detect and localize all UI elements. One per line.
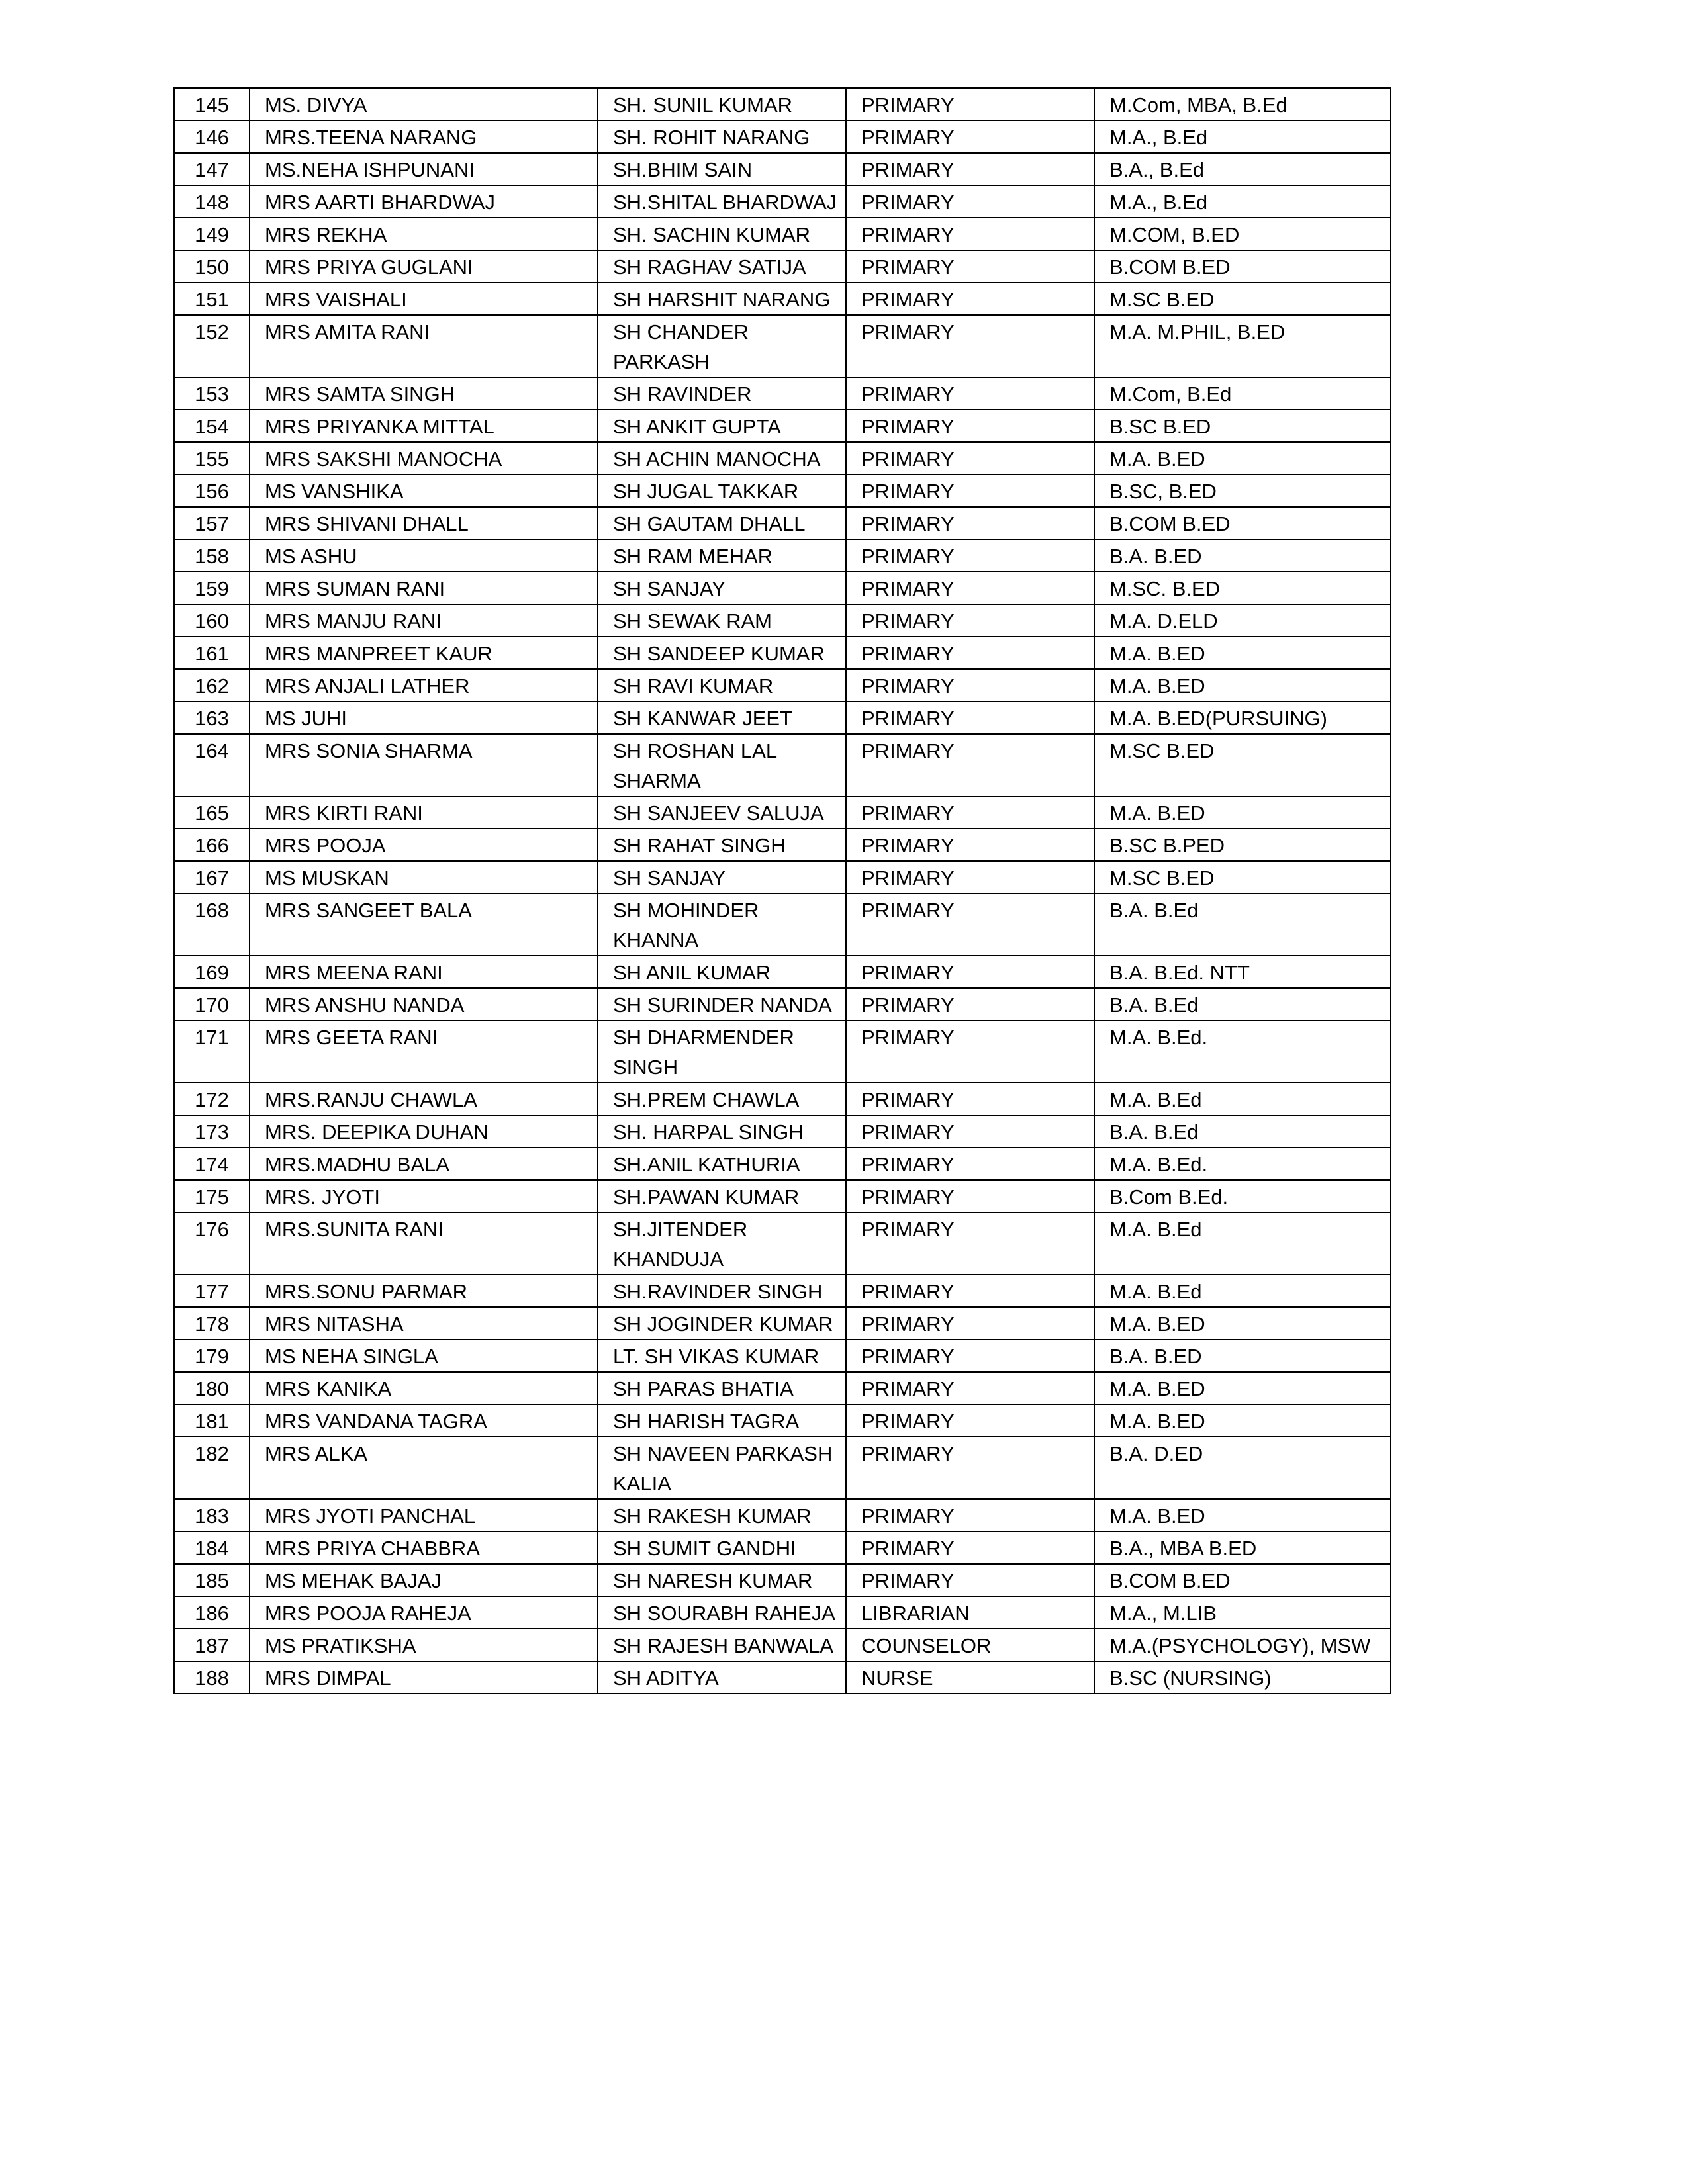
father-husband-name-cell: SH. ROHIT NARANG (598, 120, 846, 153)
staff-table (173, 87, 1391, 1694)
staff-name-cell: MRS SUMAN RANI (250, 572, 598, 604)
staff-name-cell: MRS AARTI BHARDWAJ (250, 185, 598, 218)
staff-name-cell: MRS VANDANA TAGRA (250, 1404, 598, 1437)
father-husband-name-cell: SH CHANDER PARKASH (598, 315, 846, 377)
serial-number-cell: 153 (174, 377, 250, 410)
post-cell: PRIMARY (846, 734, 1094, 796)
qualification-cell: B.A. B.ED (1094, 539, 1391, 572)
serial-number-cell: 187 (174, 1629, 250, 1661)
post-cell: PRIMARY (846, 1275, 1094, 1307)
staff-name-cell: MRS AMITA RANI (250, 315, 598, 377)
father-husband-name-cell: LT. SH VIKAS KUMAR (598, 1340, 846, 1372)
table-row (174, 88, 1391, 120)
qualification-cell: B.Com B.Ed. (1094, 1180, 1391, 1212)
serial-number-cell: 162 (174, 669, 250, 702)
staff-name-cell: MRS SONIA SHARMA (250, 734, 598, 796)
post-cell: LIBRARIAN (846, 1596, 1094, 1629)
table-row (174, 604, 1391, 637)
table-row (174, 250, 1391, 283)
staff-name-cell: MRS MEENA RANI (250, 956, 598, 988)
serial-number-cell: 151 (174, 283, 250, 315)
table-row (174, 988, 1391, 1021)
qualification-cell: M.A. B.ED (1094, 796, 1391, 829)
qualification-cell: M.A. B.ED (1094, 442, 1391, 475)
table-row (174, 410, 1391, 442)
staff-name-cell: MRS NITASHA (250, 1307, 598, 1340)
staff-name-cell: MRS GEETA RANI (250, 1021, 598, 1083)
post-cell: PRIMARY (846, 539, 1094, 572)
table-row (174, 1307, 1391, 1340)
staff-name-cell: MRS SHIVANI DHALL (250, 507, 598, 539)
post-cell: PRIMARY (846, 1180, 1094, 1212)
serial-number-cell: 171 (174, 1021, 250, 1083)
serial-number-cell: 165 (174, 796, 250, 829)
qualification-cell: B.SC B.PED (1094, 829, 1391, 861)
serial-number-cell: 156 (174, 475, 250, 507)
staff-name-cell: MRS. DEEPIKA DUHAN (250, 1115, 598, 1148)
father-husband-name-cell: SH RAKESH KUMAR (598, 1499, 846, 1531)
table-row (174, 1596, 1391, 1629)
qualification-cell: M.COM, B.ED (1094, 218, 1391, 250)
serial-number-cell: 182 (174, 1437, 250, 1499)
qualification-cell: M.A. B.ED(PURSUING) (1094, 702, 1391, 734)
staff-name-cell: MS VANSHIKA (250, 475, 598, 507)
serial-number-cell: 184 (174, 1531, 250, 1564)
father-husband-name-cell: SH ACHIN MANOCHA (598, 442, 846, 475)
staff-name-cell: MRS PRIYANKA MITTAL (250, 410, 598, 442)
staff-name-cell: MRS DIMPAL (250, 1661, 598, 1694)
table-row (174, 572, 1391, 604)
table-row (174, 1148, 1391, 1180)
post-cell: PRIMARY (846, 1021, 1094, 1083)
table-row (174, 893, 1391, 956)
staff-name-cell: MRS ANSHU NANDA (250, 988, 598, 1021)
father-husband-name-cell: SH SUMIT GANDHI (598, 1531, 846, 1564)
serial-number-cell: 175 (174, 1180, 250, 1212)
qualification-cell: B.COM B.ED (1094, 1564, 1391, 1596)
post-cell: PRIMARY (846, 377, 1094, 410)
qualification-cell: B.A., B.Ed (1094, 153, 1391, 185)
staff-name-cell: MRS.SUNITA RANI (250, 1212, 598, 1275)
serial-number-cell: 168 (174, 893, 250, 956)
table-row (174, 669, 1391, 702)
father-husband-name-cell: SH.ANIL KATHURIA (598, 1148, 846, 1180)
qualification-cell: M.Com, MBA, B.Ed (1094, 88, 1391, 120)
qualification-cell: M.A. B.Ed (1094, 1212, 1391, 1275)
post-cell: PRIMARY (846, 1404, 1094, 1437)
table-row (174, 153, 1391, 185)
staff-name-cell: MS NEHA SINGLA (250, 1340, 598, 1372)
staff-name-cell: MRS MANPREET KAUR (250, 637, 598, 669)
staff-name-cell: MRS POOJA RAHEJA (250, 1596, 598, 1629)
staff-name-cell: MRS MANJU RANI (250, 604, 598, 637)
staff-name-cell: MRS.SONU PARMAR (250, 1275, 598, 1307)
father-husband-name-cell: SH. HARPAL SINGH (598, 1115, 846, 1148)
qualification-cell: M.A. B.ED (1094, 1404, 1391, 1437)
qualification-cell: B.A. B.Ed. NTT (1094, 956, 1391, 988)
qualification-cell: M.A. B.ED (1094, 1499, 1391, 1531)
staff-name-cell: MS PRATIKSHA (250, 1629, 598, 1661)
staff-name-cell: MRS SAMTA SINGH (250, 377, 598, 410)
qualification-cell: B.SC, B.ED (1094, 475, 1391, 507)
qualification-cell: B.A. B.Ed (1094, 988, 1391, 1021)
serial-number-cell: 181 (174, 1404, 250, 1437)
father-husband-name-cell: SH.SHITAL BHARDWAJ (598, 185, 846, 218)
father-husband-name-cell: SH.RAVINDER SINGH (598, 1275, 846, 1307)
post-cell: PRIMARY (846, 1531, 1094, 1564)
post-cell: PRIMARY (846, 475, 1094, 507)
post-cell: PRIMARY (846, 1148, 1094, 1180)
staff-name-cell: MRS PRIYA GUGLANI (250, 250, 598, 283)
qualification-cell: M.A., B.Ed (1094, 120, 1391, 153)
post-cell: PRIMARY (846, 88, 1094, 120)
table-row (174, 377, 1391, 410)
post-cell: PRIMARY (846, 250, 1094, 283)
qualification-cell: B.COM B.ED (1094, 507, 1391, 539)
table-row (174, 185, 1391, 218)
qualification-cell: B.A. B.Ed (1094, 1115, 1391, 1148)
staff-name-cell: MRS VAISHALI (250, 283, 598, 315)
post-cell: PRIMARY (846, 702, 1094, 734)
father-husband-name-cell: SH SANJAY (598, 572, 846, 604)
father-husband-name-cell: SH JOGINDER KUMAR (598, 1307, 846, 1340)
staff-name-cell: MRS JYOTI PANCHAL (250, 1499, 598, 1531)
table-row (174, 637, 1391, 669)
post-cell: PRIMARY (846, 507, 1094, 539)
father-husband-name-cell: SH KANWAR JEET (598, 702, 846, 734)
post-cell: PRIMARY (846, 315, 1094, 377)
father-husband-name-cell: SH RAM MEHAR (598, 539, 846, 572)
serial-number-cell: 147 (174, 153, 250, 185)
post-cell: PRIMARY (846, 604, 1094, 637)
serial-number-cell: 150 (174, 250, 250, 283)
post-cell: PRIMARY (846, 669, 1094, 702)
father-husband-name-cell: SH NARESH KUMAR (598, 1564, 846, 1596)
qualification-cell: M.SC B.ED (1094, 861, 1391, 893)
qualification-cell: M.A. B.Ed (1094, 1083, 1391, 1115)
qualification-cell: B.SC (NURSING) (1094, 1661, 1391, 1694)
father-husband-name-cell: SH SANJEEV SALUJA (598, 796, 846, 829)
post-cell: PRIMARY (846, 1499, 1094, 1531)
serial-number-cell: 179 (174, 1340, 250, 1372)
serial-number-cell: 172 (174, 1083, 250, 1115)
serial-number-cell: 173 (174, 1115, 250, 1148)
post-cell: PRIMARY (846, 572, 1094, 604)
post-cell: PRIMARY (846, 153, 1094, 185)
serial-number-cell: 163 (174, 702, 250, 734)
qualification-cell: M.A. B.ED (1094, 637, 1391, 669)
table-row (174, 734, 1391, 796)
qualification-cell: M.A. B.Ed. (1094, 1148, 1391, 1180)
table-row (174, 796, 1391, 829)
post-cell: PRIMARY (846, 1340, 1094, 1372)
staff-name-cell: MRS KIRTI RANI (250, 796, 598, 829)
qualification-cell: M.A.(PSYCHOLOGY), MSW (1094, 1629, 1391, 1661)
qualification-cell: M.A., M.LIB (1094, 1596, 1391, 1629)
serial-number-cell: 157 (174, 507, 250, 539)
post-cell: PRIMARY (846, 956, 1094, 988)
father-husband-name-cell: SH SANDEEP KUMAR (598, 637, 846, 669)
staff-table-body (174, 88, 1391, 1694)
serial-number-cell: 164 (174, 734, 250, 796)
staff-name-cell: MRS ANJALI LATHER (250, 669, 598, 702)
post-cell: NURSE (846, 1661, 1094, 1694)
serial-number-cell: 159 (174, 572, 250, 604)
father-husband-name-cell: SH HARSHIT NARANG (598, 283, 846, 315)
post-cell: PRIMARY (846, 861, 1094, 893)
staff-name-cell: MRS PRIYA CHABBRA (250, 1531, 598, 1564)
father-husband-name-cell: SH ANKIT GUPTA (598, 410, 846, 442)
serial-number-cell: 167 (174, 861, 250, 893)
qualification-cell: M.A., B.Ed (1094, 185, 1391, 218)
table-row (174, 1083, 1391, 1115)
table-row (174, 1499, 1391, 1531)
staff-name-cell: MS. DIVYA (250, 88, 598, 120)
father-husband-name-cell: SH.BHIM SAIN (598, 153, 846, 185)
staff-name-cell: MRS ALKA (250, 1437, 598, 1499)
qualification-cell: M.A. M.PHIL, B.ED (1094, 315, 1391, 377)
post-cell: PRIMARY (846, 1307, 1094, 1340)
post-cell: PRIMARY (846, 637, 1094, 669)
serial-number-cell: 158 (174, 539, 250, 572)
father-husband-name-cell: SH MOHINDER KHANNA (598, 893, 846, 956)
table-row (174, 507, 1391, 539)
table-row (174, 956, 1391, 988)
father-husband-name-cell: SH PARAS BHATIA (598, 1372, 846, 1404)
qualification-cell: B.SC B.ED (1094, 410, 1391, 442)
staff-name-cell: MRS.MADHU BALA (250, 1148, 598, 1180)
father-husband-name-cell: SH.JITENDER KHANDUJA (598, 1212, 846, 1275)
qualification-cell: B.A. B.Ed (1094, 893, 1391, 956)
father-husband-name-cell: SH RAHAT SINGH (598, 829, 846, 861)
staff-name-cell: MS JUHI (250, 702, 598, 734)
serial-number-cell: 148 (174, 185, 250, 218)
staff-name-cell: MRS KANIKA (250, 1372, 598, 1404)
table-row (174, 1404, 1391, 1437)
staff-name-cell: MRS SANGEET BALA (250, 893, 598, 956)
qualification-cell: M.A. B.Ed. (1094, 1021, 1391, 1083)
father-husband-name-cell: SH NAVEEN PARKASH KALIA (598, 1437, 846, 1499)
qualification-cell: M.A. D.ELD (1094, 604, 1391, 637)
post-cell: PRIMARY (846, 442, 1094, 475)
father-husband-name-cell: SH DHARMENDER SINGH (598, 1021, 846, 1083)
father-husband-name-cell: SH SEWAK RAM (598, 604, 846, 637)
post-cell: PRIMARY (846, 1212, 1094, 1275)
post-cell: PRIMARY (846, 410, 1094, 442)
serial-number-cell: 161 (174, 637, 250, 669)
post-cell: PRIMARY (846, 1115, 1094, 1148)
qualification-cell: B.A. B.ED (1094, 1340, 1391, 1372)
serial-number-cell: 154 (174, 410, 250, 442)
qualification-cell: M.A. B.ED (1094, 669, 1391, 702)
serial-number-cell: 170 (174, 988, 250, 1021)
table-row (174, 1661, 1391, 1694)
table-row (174, 442, 1391, 475)
staff-name-cell: MRS SAKSHI MANOCHA (250, 442, 598, 475)
table-row (174, 1564, 1391, 1596)
father-husband-name-cell: SH GAUTAM DHALL (598, 507, 846, 539)
post-cell: PRIMARY (846, 120, 1094, 153)
table-row (174, 1340, 1391, 1372)
table-row (174, 702, 1391, 734)
table-row (174, 1437, 1391, 1499)
staff-name-cell: MRS POOJA (250, 829, 598, 861)
serial-number-cell: 149 (174, 218, 250, 250)
staff-name-cell: MS ASHU (250, 539, 598, 572)
table-row (174, 539, 1391, 572)
serial-number-cell: 176 (174, 1212, 250, 1275)
staff-name-cell: MS MEHAK BAJAJ (250, 1564, 598, 1596)
qualification-cell: M.SC B.ED (1094, 283, 1391, 315)
table-row (174, 475, 1391, 507)
staff-name-cell: MRS REKHA (250, 218, 598, 250)
table-row (174, 829, 1391, 861)
table-row (174, 120, 1391, 153)
post-cell: PRIMARY (846, 796, 1094, 829)
post-cell: PRIMARY (846, 218, 1094, 250)
qualification-cell: M.A. B.ED (1094, 1372, 1391, 1404)
staff-name-cell: MRS. JYOTI (250, 1180, 598, 1212)
father-husband-name-cell: SH.PREM CHAWLA (598, 1083, 846, 1115)
qualification-cell: M.SC. B.ED (1094, 572, 1391, 604)
father-husband-name-cell: SH SURINDER NANDA (598, 988, 846, 1021)
post-cell: PRIMARY (846, 1083, 1094, 1115)
qualification-cell: M.SC B.ED (1094, 734, 1391, 796)
post-cell: PRIMARY (846, 185, 1094, 218)
father-husband-name-cell: SH.PAWAN KUMAR (598, 1180, 846, 1212)
father-husband-name-cell: SH. SACHIN KUMAR (598, 218, 846, 250)
post-cell: PRIMARY (846, 893, 1094, 956)
table-row (174, 1212, 1391, 1275)
father-husband-name-cell: SH JUGAL TAKKAR (598, 475, 846, 507)
table-row (174, 283, 1391, 315)
post-cell: PRIMARY (846, 1564, 1094, 1596)
table-row (174, 1629, 1391, 1661)
post-cell: PRIMARY (846, 283, 1094, 315)
father-husband-name-cell: SH RAVI KUMAR (598, 669, 846, 702)
father-husband-name-cell: SH SOURABH RAHEJA (598, 1596, 846, 1629)
serial-number-cell: 186 (174, 1596, 250, 1629)
post-cell: PRIMARY (846, 829, 1094, 861)
serial-number-cell: 146 (174, 120, 250, 153)
father-husband-name-cell: SH ADITYA (598, 1661, 846, 1694)
serial-number-cell: 145 (174, 88, 250, 120)
table-row (174, 1372, 1391, 1404)
qualification-cell: B.A. D.ED (1094, 1437, 1391, 1499)
table-row (174, 315, 1391, 377)
serial-number-cell: 155 (174, 442, 250, 475)
serial-number-cell: 174 (174, 1148, 250, 1180)
serial-number-cell: 188 (174, 1661, 250, 1694)
serial-number-cell: 160 (174, 604, 250, 637)
post-cell: PRIMARY (846, 988, 1094, 1021)
qualification-cell: B.COM B.ED (1094, 250, 1391, 283)
qualification-cell: M.Com, B.Ed (1094, 377, 1391, 410)
qualification-cell: M.A. B.Ed (1094, 1275, 1391, 1307)
father-husband-name-cell: SH ANIL KUMAR (598, 956, 846, 988)
serial-number-cell: 185 (174, 1564, 250, 1596)
father-husband-name-cell: SH HARISH TAGRA (598, 1404, 846, 1437)
qualification-cell: B.A., MBA B.ED (1094, 1531, 1391, 1564)
serial-number-cell: 169 (174, 956, 250, 988)
post-cell: PRIMARY (846, 1437, 1094, 1499)
serial-number-cell: 152 (174, 315, 250, 377)
serial-number-cell: 177 (174, 1275, 250, 1307)
table-row (174, 1275, 1391, 1307)
father-husband-name-cell: SH RAVINDER (598, 377, 846, 410)
serial-number-cell: 178 (174, 1307, 250, 1340)
father-husband-name-cell: SH RAJESH BANWALA (598, 1629, 846, 1661)
serial-number-cell: 180 (174, 1372, 250, 1404)
father-husband-name-cell: SH. SUNIL KUMAR (598, 88, 846, 120)
post-cell: COUNSELOR (846, 1629, 1094, 1661)
table-row (174, 1115, 1391, 1148)
staff-name-cell: MS.NEHA ISHPUNANI (250, 153, 598, 185)
staff-name-cell: MS MUSKAN (250, 861, 598, 893)
table-row (174, 1180, 1391, 1212)
father-husband-name-cell: SH SANJAY (598, 861, 846, 893)
table-row (174, 1021, 1391, 1083)
father-husband-name-cell: SH RAGHAV SATIJA (598, 250, 846, 283)
post-cell: PRIMARY (846, 1372, 1094, 1404)
table-row (174, 218, 1391, 250)
qualification-cell: M.A. B.ED (1094, 1307, 1391, 1340)
staff-name-cell: MRS.TEENA NARANG (250, 120, 598, 153)
table-row (174, 861, 1391, 893)
staff-name-cell: MRS.RANJU CHAWLA (250, 1083, 598, 1115)
serial-number-cell: 183 (174, 1499, 250, 1531)
father-husband-name-cell: SH ROSHAN LAL SHARMA (598, 734, 846, 796)
table-row (174, 1531, 1391, 1564)
serial-number-cell: 166 (174, 829, 250, 861)
